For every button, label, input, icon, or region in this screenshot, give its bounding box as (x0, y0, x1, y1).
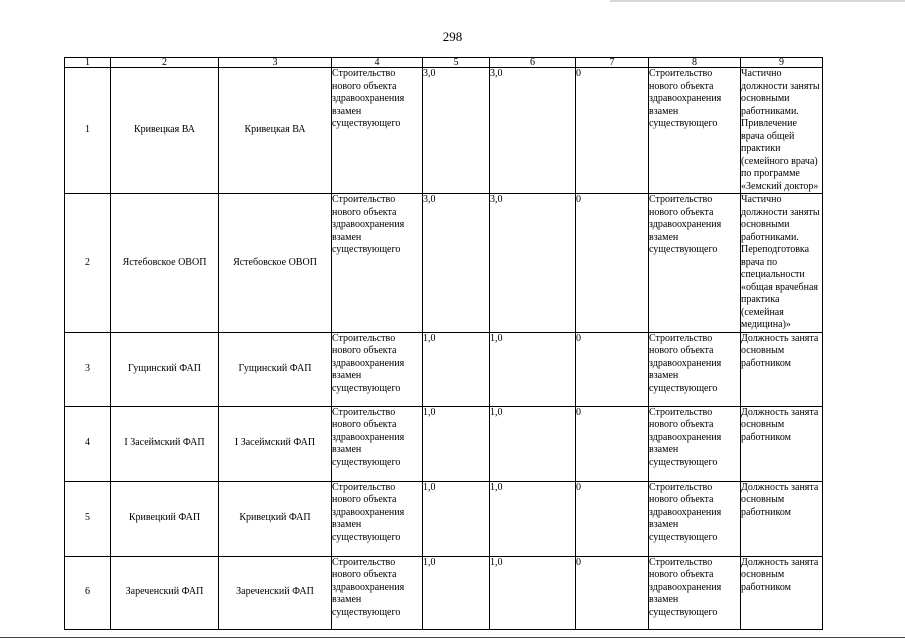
planned-action: Строительство нового объекта здравоохранения взамен существующего (332, 556, 423, 629)
table-row (65, 481, 823, 556)
planned-action-col8: Строительство нового объекта здравоохранения взамен существующего (649, 481, 741, 556)
table-row (65, 194, 823, 333)
staff-value-col6: 3,0 (490, 194, 576, 333)
staff-value-col5: 1,0 (423, 406, 490, 481)
facilities-table (64, 57, 823, 630)
staffing-note: Должность занята основным работником (741, 406, 823, 481)
facility-name: Зареченский ФАП (111, 556, 219, 629)
table-header-row (65, 58, 823, 68)
column-header: 9 (741, 58, 823, 68)
planned-action: Строительство нового объекта здравоохранения взамен существующего (332, 406, 423, 481)
row-number: 5 (65, 481, 111, 556)
staff-value-col6: 1,0 (490, 406, 576, 481)
column-header: 1 (65, 58, 111, 68)
staff-value-col6: 1,0 (490, 556, 576, 629)
column-header: 5 (423, 58, 490, 68)
row-number: 6 (65, 556, 111, 629)
staff-value-col7: 0 (576, 68, 649, 194)
staffing-note: Должность занята основным работником (741, 556, 823, 629)
staffing-note: Должность занята основным работником (741, 332, 823, 406)
table-row (65, 332, 823, 406)
row-number: 2 (65, 194, 111, 333)
staffing-note: Должность занята основным работником (741, 481, 823, 556)
staff-value-col7: 0 (576, 556, 649, 629)
planned-action-col8: Строительство нового объекта здравоохранения взамен существующего (649, 332, 741, 406)
staff-value-col6: 1,0 (490, 332, 576, 406)
facility-name: Гущинский ФАП (111, 332, 219, 406)
planned-action-col8: Строительство нового объекта здравоохранения взамен существующего (649, 68, 741, 194)
planned-action: Строительство нового объекта здравоохранения взамен существующего (332, 481, 423, 556)
column-header: 8 (649, 58, 741, 68)
planned-action: Строительство нового объекта здравоохранения взамен существующего (332, 332, 423, 406)
staff-value-col6: 1,0 (490, 481, 576, 556)
column-header: 3 (219, 58, 332, 68)
staff-value-col5: 3,0 (423, 68, 490, 194)
facility-name-planned: Кривецкий ФАП (219, 481, 332, 556)
staff-value-col5: 1,0 (423, 556, 490, 629)
scan-edge-line (610, 0, 905, 2)
facility-name-planned: Гущинский ФАП (219, 332, 332, 406)
row-number: 4 (65, 406, 111, 481)
table-row (65, 556, 823, 629)
staff-value-col5: 1,0 (423, 481, 490, 556)
staffing-note: Частично должности заняты основными работниками. Переподготовка врача по специальности «общая врачебная практика (семейная медицина)» (741, 194, 823, 333)
table-row (65, 406, 823, 481)
staff-value-col7: 0 (576, 194, 649, 333)
planned-action-col8: Строительство нового объекта здравоохранения взамен существующего (649, 406, 741, 481)
column-header: 4 (332, 58, 423, 68)
facility-name: Кривецкая ВА (111, 68, 219, 194)
staffing-note: Частично должности заняты основными работниками. Привлечение врача общей практики (семейного врача) по программе «Земский доктор» (741, 68, 823, 194)
scan-bottom-edge (0, 637, 905, 638)
staff-value-col7: 0 (576, 481, 649, 556)
column-header: 6 (490, 58, 576, 68)
planned-action: Строительство нового объекта здравоохранения взамен существующего (332, 194, 423, 333)
page-number: 298 (442, 29, 463, 44)
facility-name-planned: Ястебовское ОВОП (219, 194, 332, 333)
facility-name: I Засеймский ФАП (111, 406, 219, 481)
facility-name: Кривецкий ФАП (111, 481, 219, 556)
staff-value-col6: 3,0 (490, 68, 576, 194)
planned-action-col8: Строительство нового объекта здравоохранения взамен существующего (649, 556, 741, 629)
row-number: 3 (65, 332, 111, 406)
row-number: 1 (65, 68, 111, 194)
staff-value-col7: 0 (576, 406, 649, 481)
facility-name-planned: Зареченский ФАП (219, 556, 332, 629)
planned-action-col8: Строительство нового объекта здравоохранения взамен существующего (649, 194, 741, 333)
facility-name-planned: I Засеймский ФАП (219, 406, 332, 481)
table-row (65, 68, 823, 194)
staff-value-col5: 1,0 (423, 332, 490, 406)
planned-action: Строительство нового объекта здравоохранения взамен существующего (332, 68, 423, 194)
column-header: 7 (576, 58, 649, 68)
column-header: 2 (111, 58, 219, 68)
facility-name-planned: Кривецкая ВА (219, 68, 332, 194)
staff-value-col5: 3,0 (423, 194, 490, 333)
staff-value-col7: 0 (576, 332, 649, 406)
facility-name: Ястебовское ОВОП (111, 194, 219, 333)
